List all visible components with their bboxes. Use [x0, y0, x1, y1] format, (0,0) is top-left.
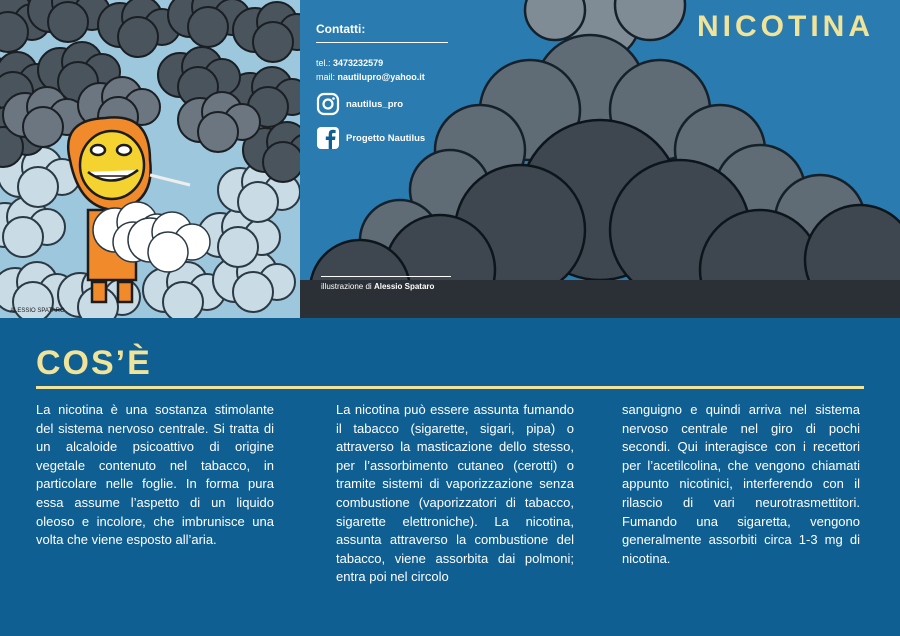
email-address[interactable]: nautilupro@yahoo.it: [337, 72, 425, 82]
facebook-icon: [316, 126, 340, 150]
text-column-1: La nicotina è una sostanza stimolante del sistema nervoso centrale. Si tratta di un alcaloide psicoattivo di origine vegetale contenuto nel tabacco, in particolare nelle foglie. In forma pura essa assume l’aspetto di un liquido oleoso e incolore, che imbrunisce una volta che viene esposto all’aria.: [36, 402, 274, 548]
credit-prefix: illustrazione di: [321, 282, 372, 291]
instagram-link[interactable]: [316, 92, 403, 116]
facebook-page: Progetto Nautilus: [346, 132, 426, 144]
credit-name: Alessio Spataro: [373, 282, 435, 291]
illustration-credit: [321, 276, 451, 291]
contacts-heading: Contatti:: [316, 22, 448, 43]
instagram-icon: [316, 92, 340, 116]
email-line: [316, 72, 456, 82]
cartoon-illustration: [0, 0, 300, 318]
phone-label: tel.:: [316, 58, 331, 68]
artist-signature: ALESSIO SPATARO: [10, 308, 65, 314]
phone-number[interactable]: 3473232579: [333, 58, 384, 68]
smoking-character-illustration: [0, 0, 300, 318]
text-column-3: sanguigno e quindi arriva nel sistema nervoso centrale nel giro di pochi secondi. Qui interagisce con i recettori per l’acetilcolina, che vengono chiamati appunto nicotinici, interferendo con il rilascio di vari neurotrasmettitori. Fumando una sigaretta, vengono generalmente assorbiti circa 1-3 mg di nicotina.: [622, 402, 860, 566]
facebook-link[interactable]: [316, 126, 425, 150]
instagram-handle: nautilus_pro: [346, 98, 404, 110]
phone-line: [316, 58, 456, 68]
section-divider: [36, 386, 864, 389]
text-column-2: La nicotina può essere assunta fumando il tabacco (sigarette, sigari, pipa) o attraverso la masticazione dello stesso, per l’assorbimento cutaneo (cerotti) o tramite sistemi di vaporizzazione senza combustione (vaporizzatori di tabacco, sigarette elettroniche). La nicotina, assunta attraverso la combustione del tabacco, viene assorbita dai polmoni; entra poi nel circolo: [336, 402, 574, 585]
email-label: mail:: [316, 72, 336, 82]
page-title: NICOTINA: [697, 10, 874, 43]
section-title: COS’È: [36, 344, 152, 382]
contacts-block: [316, 22, 456, 82]
